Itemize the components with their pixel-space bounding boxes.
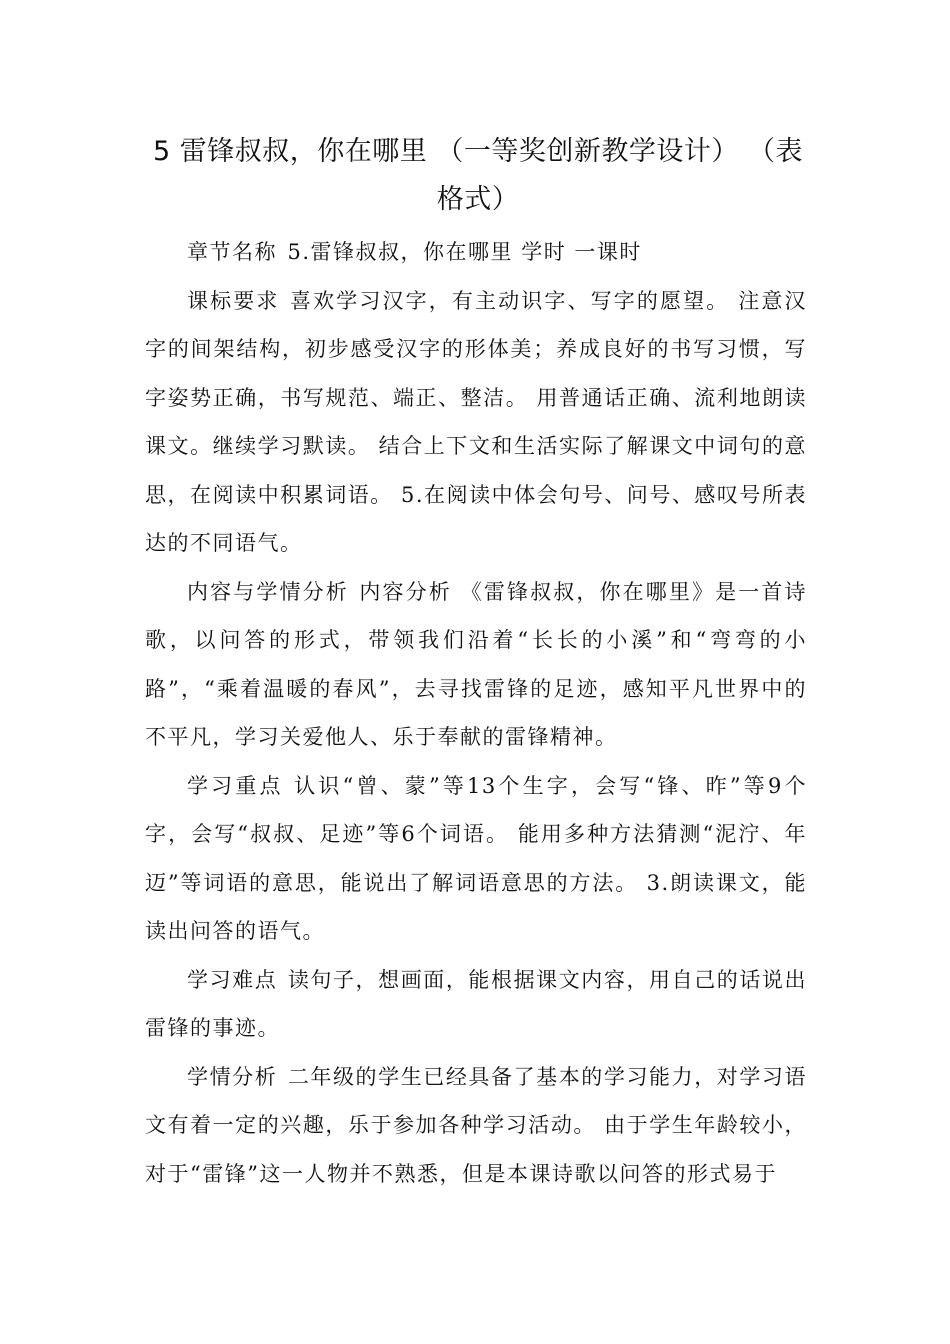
paragraph-label: 学习重点: [187, 773, 284, 798]
document-body: [145, 228, 807, 1198]
paragraph-label: 学情分析: [187, 1064, 278, 1089]
paragraph-label: 章节名称: [187, 240, 277, 264]
paragraph-text: 内容分析 《雷锋叔叔，你在哪里》是一首诗歌，以问答的形式，带领我们沿着“长长的小溪”和“弯弯的小路”，“乘着温暖的春风”，去寻找雷锋的足迹，感知平凡世界中的不平凡，学习关爱他人、乐于奉献的雷锋精神。: [145, 579, 808, 749]
paragraph-text: 喜欢学习汉字，有主动识字、写字的愿望。 注意汉字的间架结构，初步感受汉字的形体美；养成良好的书写习惯，写字姿势正确，书写规范、端正、整洁。 用普通话正确、流利地朗读课文。继续学习默读。 结合上下文和生活实际了解课文中词句的意思，在阅读中积累词语。 5.在阅读中体会句号、问号、感叹号所表达的不同语气。: [145, 288, 807, 555]
paragraph-text: 认识“曾、蒙”等13个生字，会写“锋、昨”等9个字，会写“叔叔、足迹”等6个词语。 能用多种方法猜测“泥泞、年迈”等词语的意思，能说出了解词语意思的方法。 3.朗读课文，能读出问答的语气。: [145, 773, 807, 943]
paragraph-text: 二年级的学生已经具备了基本的学习能力，对学习语文有着一定的兴趣，乐于参加各种学习活动。 由于学生年龄较小，对于“雷锋”这一人物并不熟悉，但是本课诗歌以问答的形式易于: [145, 1064, 808, 1186]
paragraph-text: 5.雷锋叔叔，你在哪里 学时 一课时: [287, 240, 642, 264]
paragraph-difficulties: [145, 956, 807, 1053]
paragraph-label: 内容与学情分析: [187, 579, 349, 604]
paragraph-learner-analysis: [145, 1053, 807, 1199]
document-title: 5 雷锋叔叔，你在哪里 （一等奖创新教学设计） （表格式）: [153, 136, 803, 215]
paragraph-text: 读句子，想画面，能根据课文内容，用自己的话说出雷锋的事迹。: [145, 967, 808, 1040]
paragraph-label: 学习难点: [187, 967, 278, 992]
paragraph-chapter: [145, 228, 807, 277]
paragraph-curriculum: [145, 277, 807, 568]
paragraph-label: 课标要求: [187, 288, 280, 313]
paragraph-content-analysis: [145, 568, 807, 762]
paragraph-key-points: [145, 762, 807, 956]
